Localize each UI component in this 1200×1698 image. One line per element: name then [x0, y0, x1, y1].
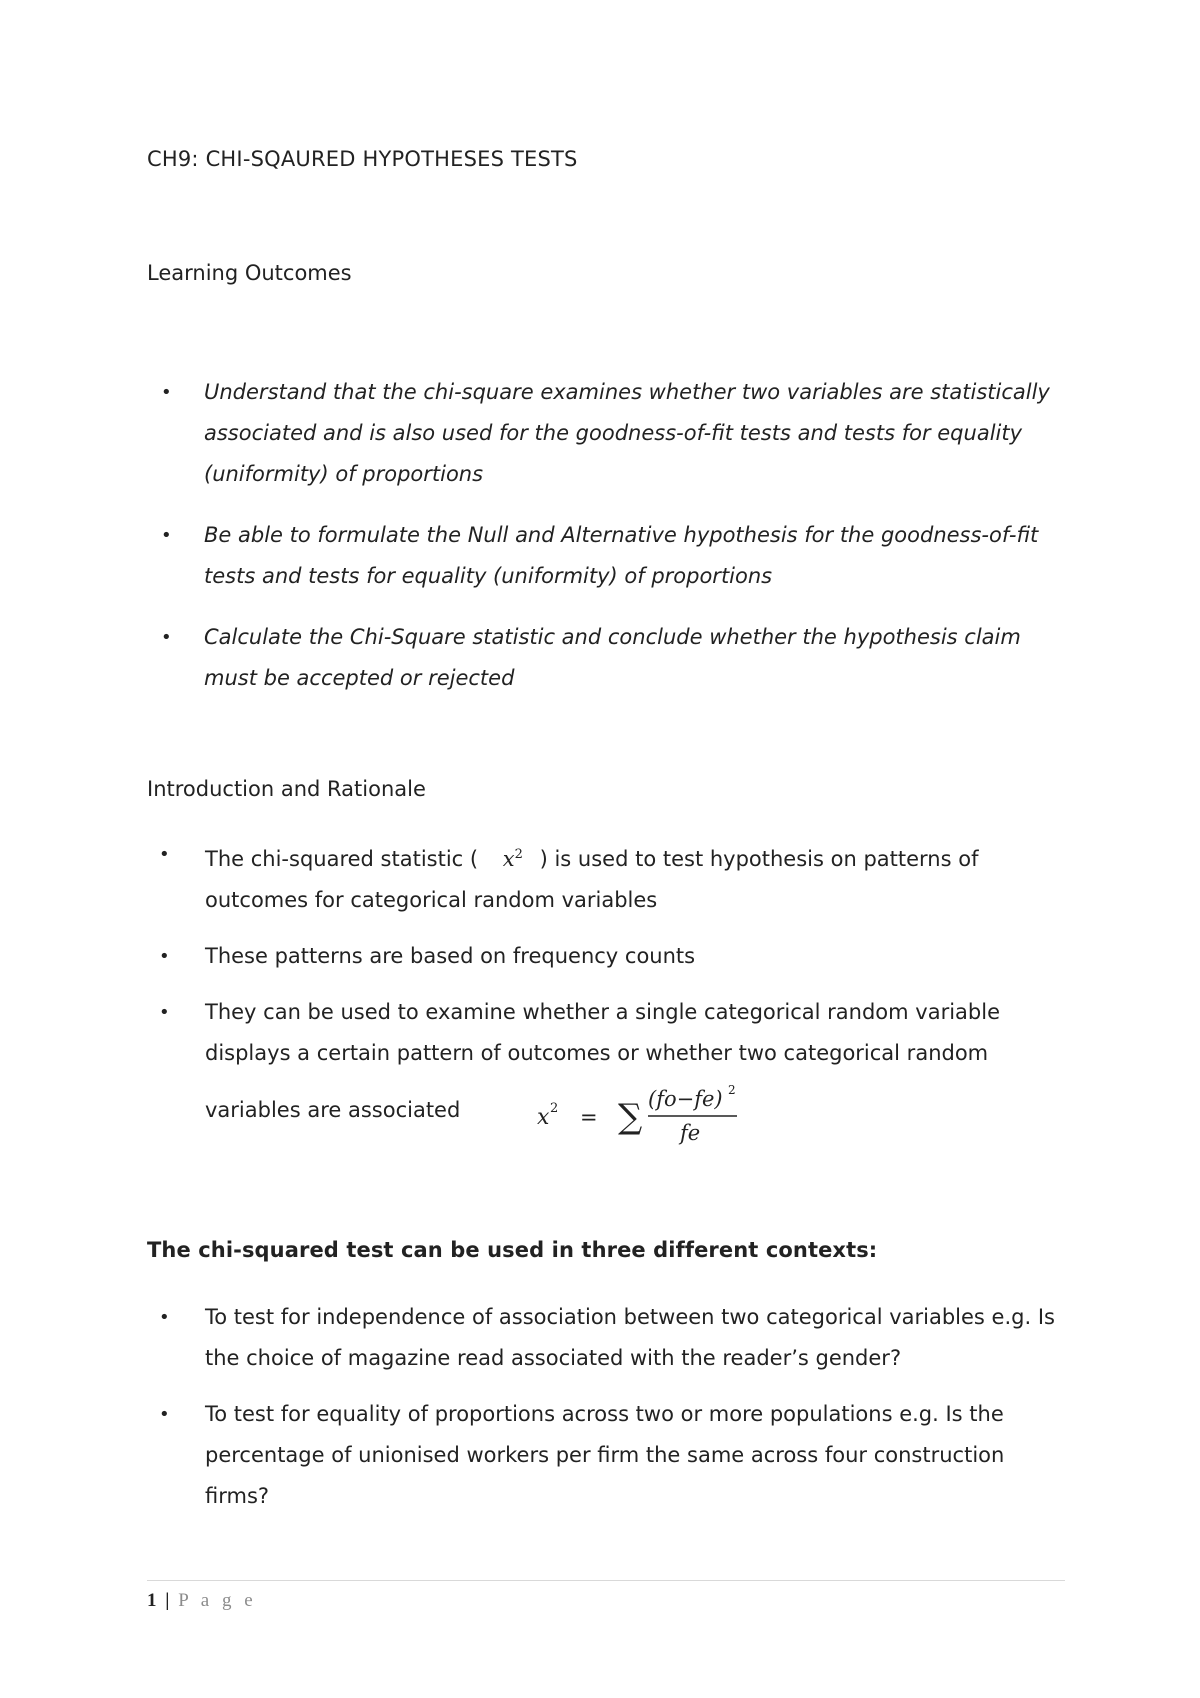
list-item — [147, 1297, 1067, 1379]
list-item-text-pre: The chi-squared statistic ( — [205, 847, 479, 871]
formula-power: 2 — [550, 1101, 559, 1116]
learning-outcomes-list — [147, 372, 1067, 699]
list-item-text: Understand that the chi-square examines whether two variables are statistically associated and is also used for the goodness-of-fit tests and tests for equality (uniformity) of proportions — [204, 380, 1050, 486]
bullet-icon: • — [159, 1404, 170, 1425]
page-number: 1 — [147, 1590, 157, 1611]
formula-numerator-power: 2 — [728, 1083, 736, 1097]
formula-equals: = — [580, 1105, 598, 1129]
page-label: P a g e — [178, 1590, 257, 1611]
formula-denominator: fe — [680, 1121, 701, 1145]
bullet-icon: • — [159, 1002, 170, 1023]
list-item — [147, 992, 1067, 1074]
formula-lhs: x — [537, 1105, 550, 1130]
list-item — [147, 372, 1067, 495]
list-item-text: They can be used to examine whether a single categorical random variable displays a certain pattern of outcomes or whether two categorical random — [205, 1000, 1001, 1065]
chi-symbol: $x^2$ — [502, 847, 523, 871]
intro-heading: Introduction and Rationale — [147, 777, 426, 801]
bullet-icon: • — [161, 382, 172, 403]
page-footer — [147, 1590, 257, 1612]
bullet-icon: • — [161, 525, 172, 546]
formula-row — [147, 1074, 1067, 1144]
list-item-text: Be able to formulate the Null and Alternative hypothesis for the goodness-of-fit tests and tests for equality (uniformity) of proportions — [204, 523, 1039, 588]
formula-numerator: (fo−fe) — [648, 1087, 723, 1111]
chi-squared-formula — [532, 1074, 772, 1154]
list-item-text-post: ) is used to test hypothesis on patterns of outcomes for categorical random variables — [205, 847, 979, 912]
list-item — [147, 936, 1067, 977]
list-item-text: To test for equality of proportions across two or more populations e.g. Is the percentage of unionised workers per firm the same across four construction firms? — [205, 1402, 1005, 1508]
list-item — [147, 834, 1067, 921]
footer-separator: | — [165, 1590, 170, 1611]
bullet-icon: • — [159, 1307, 170, 1328]
list-item-text: Calculate the Chi-Square statistic and conclude whether the hypothesis claim must be accepted or rejected — [204, 625, 1021, 690]
contexts-list — [147, 1297, 1067, 1517]
list-item-text-tail: variables are associated — [205, 1098, 461, 1122]
list-item — [147, 617, 1067, 699]
list-item-text: These patterns are based on frequency counts — [205, 944, 696, 968]
bullet-icon: • — [159, 844, 170, 865]
document-title: CH9: CHI-SQAURED HYPOTHESES TESTS — [147, 147, 578, 171]
intro-list — [147, 834, 1067, 1144]
list-item — [147, 515, 1067, 597]
list-item — [147, 1394, 1067, 1517]
footer-divider — [147, 1580, 1065, 1581]
formula-sigma: ∑ — [618, 1097, 643, 1137]
learning-outcomes-heading: Learning Outcomes — [147, 261, 352, 285]
contexts-heading: The chi-squared test can be used in three different contexts: — [147, 1238, 878, 1262]
list-item-text: To test for independence of association between two categorical variables e.g. Is the choice of magazine read associated with the reader’s gender? — [205, 1305, 1055, 1370]
bullet-icon: • — [161, 627, 172, 648]
bullet-icon: • — [159, 946, 170, 967]
